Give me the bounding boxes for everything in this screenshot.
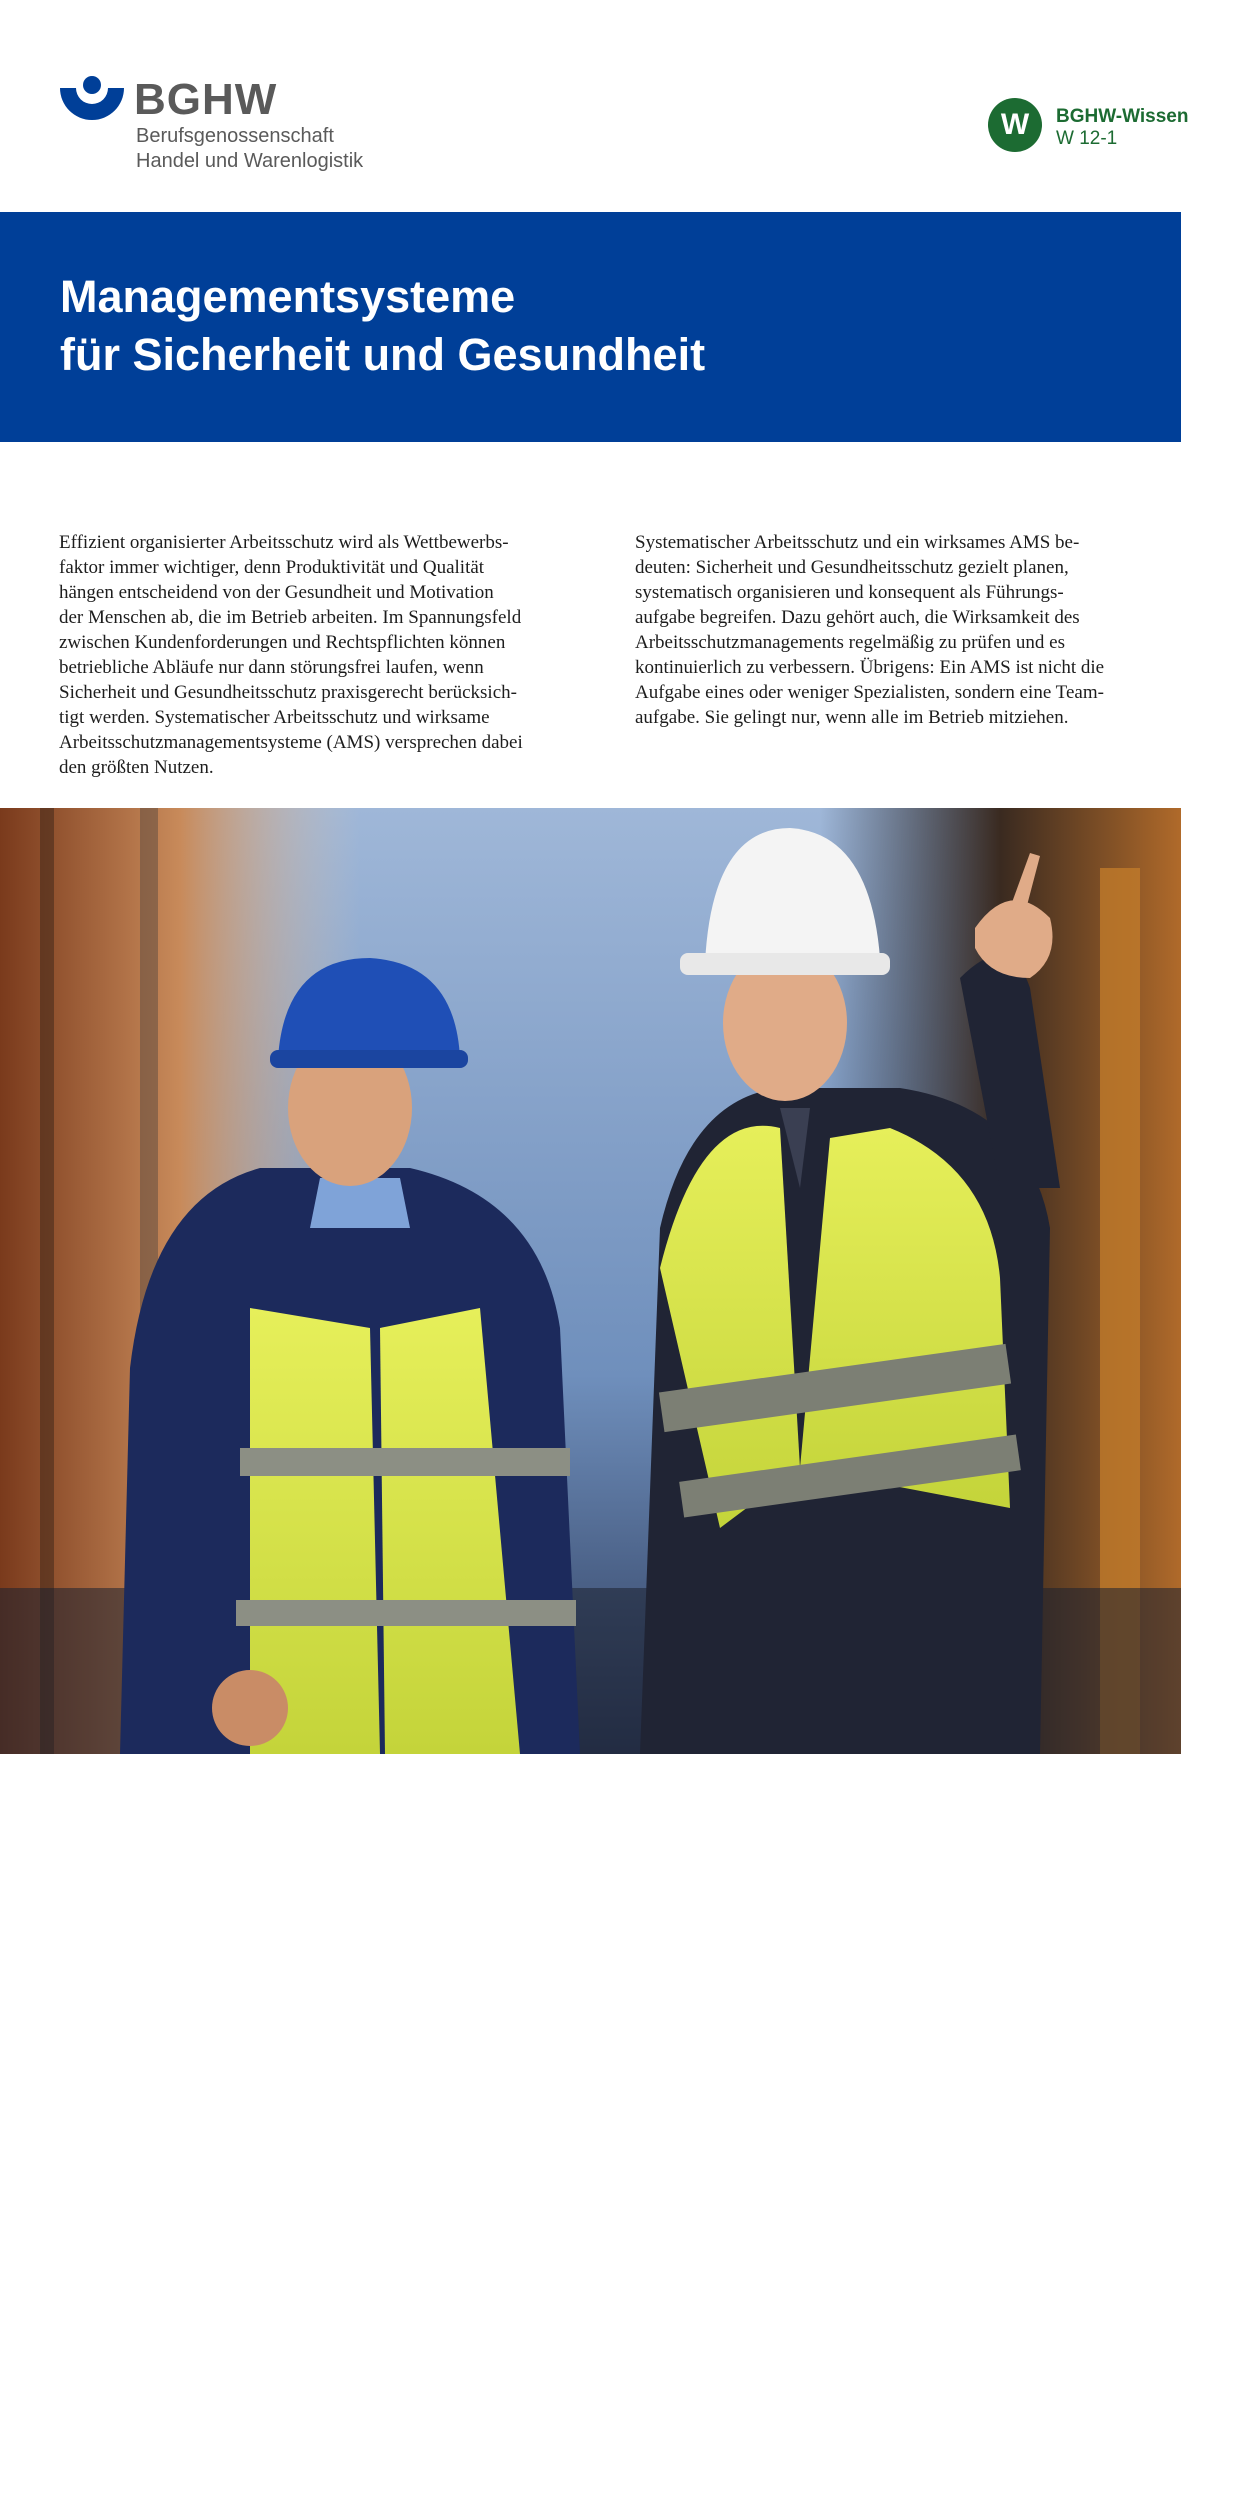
text-line: aufgabe begreifen. Dazu gehört auch, die Wirksamkeit des: [635, 607, 1080, 628]
text-line: den größten Nutzen.: [59, 757, 214, 778]
page-title: [60, 268, 705, 384]
workers-photo: [0, 808, 1181, 2520]
bghw-logo: [58, 72, 388, 182]
workers-illustration: [0, 808, 1181, 1754]
wissen-badge-label: [1056, 106, 1188, 150]
text-line: zwischen Kundenforderungen und Rechtspflichten können: [59, 632, 506, 653]
logo-title: BGHW: [134, 75, 278, 124]
title-banner: [0, 212, 1181, 442]
photo-credit: Foto: BGHW: [1160, 2457, 1172, 2520]
intro-column-left: [59, 530, 604, 780]
logo-subtitle-line2: Handel und Warenlogistik: [136, 150, 364, 172]
text-line: betriebliche Abläufe nur dann störungsfrei laufen, wenn: [59, 657, 484, 678]
text-line: der Menschen ab, die im Betrieb arbeiten. Im Spannungsfeld: [59, 607, 522, 628]
title-line-1: Managementsysteme: [60, 271, 516, 322]
text-line: aufgabe. Sie gelingt nur, wenn alle im Betrieb mitziehen.: [635, 707, 1069, 728]
text-line: systematisch organisieren und konsequent als Führungs-: [635, 582, 1064, 603]
text-line: tigt werden. Systematischer Arbeitsschutz und wirksame: [59, 707, 490, 728]
text-line: Sicherheit und Gesundheitsschutz praxisgerecht berücksich-: [59, 682, 517, 703]
text-line: Arbeitsschutzmanagements regelmäßig zu prüfen und es: [635, 632, 1065, 653]
title-line-2: für Sicherheit und Gesundheit: [60, 329, 706, 380]
text-line: Effizient organisierter Arbeitsschutz wird als Wettbewerbs-: [59, 532, 509, 553]
badge-title: BGHW-Wissen: [1056, 106, 1189, 127]
intro-column-right: [635, 530, 1180, 730]
bghw-logo-icon: [58, 76, 126, 124]
wissen-badge-icon: W: [988, 98, 1042, 152]
text-line: hängen entscheidend von der Gesundheit und Motivation: [59, 582, 494, 603]
text-line: Aufgabe eines oder weniger Spezialisten, sondern eine Team-: [635, 682, 1104, 703]
badge-code: W 12-1: [1056, 128, 1118, 149]
text-line: deuten: Sicherheit und Gesundheitsschutz gezielt planen,: [635, 557, 1069, 578]
text-line: faktor immer wichtiger, denn Produktivität und Qualität: [59, 557, 485, 578]
text-line: Systematischer Arbeitsschutz und ein wirksames AMS be-: [635, 532, 1080, 553]
text-line: Arbeitsschutzmanagementsysteme (AMS) versprechen dabei: [59, 732, 523, 753]
right-worker-figure: [640, 828, 1060, 1754]
text-line: kontinuierlich zu verbessern. Übrigens: Ein AMS ist nicht die: [635, 657, 1105, 678]
logo-subtitle-line1: Berufsgenossenschaft: [136, 125, 334, 147]
